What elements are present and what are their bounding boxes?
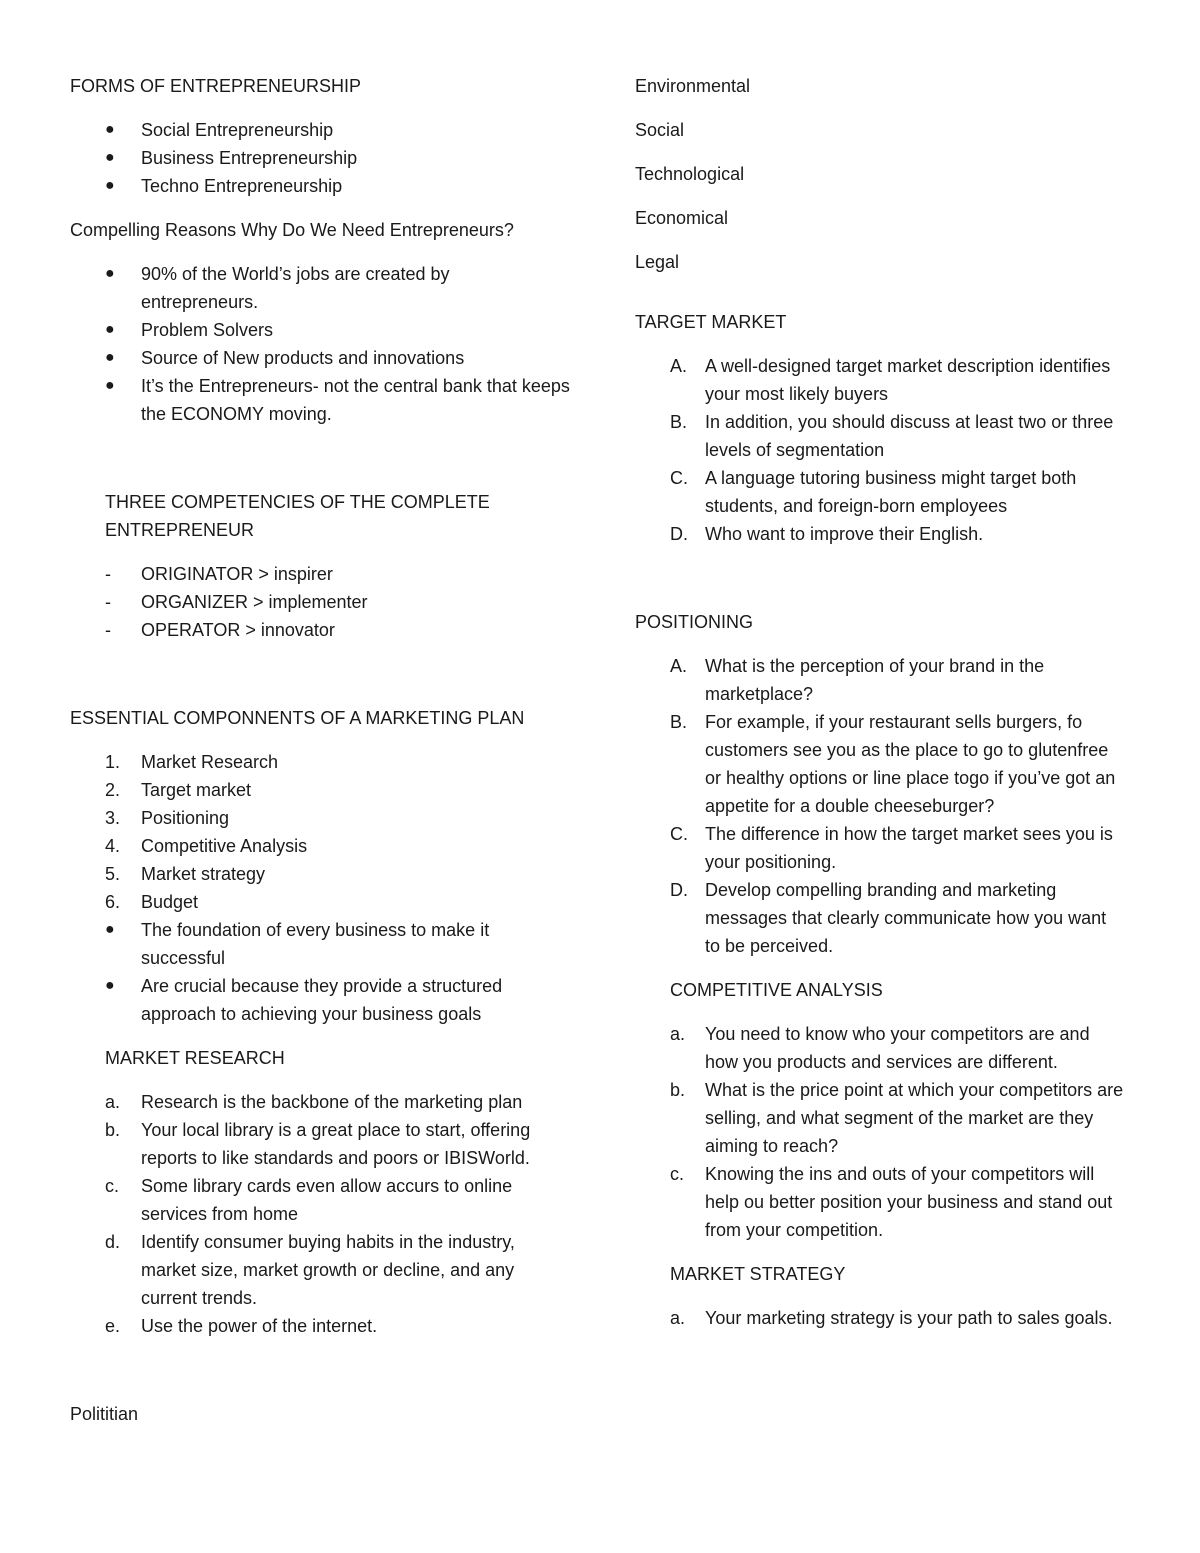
list-letter: A. — [670, 356, 688, 376]
list-letter: B. — [670, 712, 688, 732]
reasons-list — [70, 260, 570, 428]
dash-icon: - — [105, 564, 111, 584]
list-item: A. What is the perception of your brand in the marketplace? — [635, 652, 1125, 708]
bullet-icon: ● — [105, 349, 115, 366]
right-column — [635, 72, 1125, 1348]
list-item: - ORGANIZER > implementer — [70, 588, 570, 616]
list-item: C. The difference in how the target market sees you is your positioning. — [635, 820, 1125, 876]
list-item: ● The foundation of every business to make it successful — [70, 916, 570, 972]
essential-heading: ESSENTIAL COMPONNENTS OF A MARKETING PLAN — [70, 708, 525, 728]
list-letter: a. — [670, 1024, 686, 1044]
positioning-list — [635, 652, 1125, 960]
list-item: ● Social Entrepreneurship — [70, 116, 570, 144]
competitive-analysis-list — [635, 1020, 1125, 1244]
list-letter: e. — [105, 1316, 121, 1336]
list-item: 6. Budget — [70, 888, 570, 916]
list-item: ● Source of New products and innovations — [70, 344, 570, 372]
list-number: 6. — [105, 892, 121, 912]
list-item: B. In addition, you should discuss at least two or three levels of segmentation — [635, 408, 1125, 464]
market-research-heading: MARKET RESEARCH — [105, 1048, 285, 1068]
bullet-icon: ● — [105, 377, 115, 394]
list-item: c. Knowing the ins and outs of your competitors will help ou better position your business and stand out from your competition. — [635, 1160, 1125, 1244]
list-item: 3. Positioning — [70, 804, 570, 832]
competencies-heading: THREE COMPETENCIES OF THE COMPLETE ENTREPRENEUR — [105, 492, 490, 540]
list-item: 2. Target market — [70, 776, 570, 804]
list-letter: b. — [670, 1080, 686, 1100]
dash-icon: - — [105, 592, 111, 612]
left-column — [70, 72, 570, 1428]
bullet-icon: ● — [105, 121, 115, 138]
list-number: 2. — [105, 780, 121, 800]
factor-legal: Legal — [635, 252, 680, 272]
market-research-list — [70, 1088, 570, 1340]
essential-bullet-list — [70, 916, 570, 1028]
list-number: 1. — [105, 752, 121, 772]
forms-heading: FORMS OF ENTREPRENEURSHIP — [70, 76, 362, 96]
list-item: a. Research is the backbone of the marketing plan — [70, 1088, 570, 1116]
list-item: ● Business Entrepreneurship — [70, 144, 570, 172]
factor-social: Social — [635, 120, 685, 140]
list-letter: c. — [105, 1176, 120, 1196]
bullet-icon: ● — [105, 321, 115, 338]
list-letter: C. — [670, 468, 688, 488]
list-item: ● It’s the Entrepreneurs- not the central bank that keeps the ECONOMY moving. — [70, 372, 570, 428]
list-item: 5. Market strategy — [70, 860, 570, 888]
list-letter: A. — [670, 656, 688, 676]
market-strategy-heading: MARKET STRATEGY — [670, 1264, 846, 1284]
list-letter: d. — [105, 1232, 121, 1252]
list-item: ● Are crucial because they provide a structured approach to achieving your business goals — [70, 972, 570, 1028]
list-item: ● 90% of the World’s jobs are created by entrepreneurs. — [70, 260, 570, 316]
reasons-heading: Compelling Reasons Why Do We Need Entrepreneurs? — [70, 220, 514, 240]
dash-icon: - — [105, 620, 111, 640]
list-item: D. Who want to improve their English. — [635, 520, 1125, 548]
list-number: 4. — [105, 836, 121, 856]
positioning-heading: POSITIONING — [635, 612, 754, 632]
list-item: a. You need to know who your competitors are and how you products and services are different. — [635, 1020, 1125, 1076]
list-item: D. Develop compelling branding and marketing messages that clearly communicate how you want to be perceived. — [635, 876, 1125, 960]
list-item: C. A language tutoring business might target both students, and foreign-born employees — [635, 464, 1125, 520]
target-market-list — [635, 352, 1125, 548]
list-item: e. Use the power of the internet. — [70, 1312, 570, 1340]
list-letter: a. — [105, 1092, 121, 1112]
factor-economical: Economical — [635, 208, 729, 228]
bullet-icon: ● — [105, 177, 115, 194]
list-item: B. For example, if your restaurant sells burgers, fo customers see you as the place to go to glutenfree or healthy options or line place togo if you’ve got an appetite for a double cheeseburger? — [635, 708, 1125, 820]
list-letter: C. — [670, 824, 688, 844]
bullet-icon: ● — [105, 977, 115, 994]
essential-numbered-list — [70, 748, 570, 916]
bullet-icon: ● — [105, 149, 115, 166]
factor-technological: Technological — [635, 164, 745, 184]
list-number: 3. — [105, 808, 121, 828]
competitive-analysis-heading: COMPETITIVE ANALYSIS — [670, 980, 883, 1000]
list-letter: a. — [670, 1308, 686, 1328]
target-market-heading: TARGET MARKET — [635, 312, 787, 332]
list-item: - OPERATOR > innovator — [70, 616, 570, 644]
footer-word: Polititian — [70, 1404, 139, 1424]
list-item: 1. Market Research — [70, 748, 570, 776]
list-item: ● Techno Entrepreneurship — [70, 172, 570, 200]
list-item: ● Problem Solvers — [70, 316, 570, 344]
factor-environmental: Environmental — [635, 76, 751, 96]
bullet-icon: ● — [105, 921, 115, 938]
competencies-list — [70, 560, 570, 644]
list-item: b. Your local library is a great place to start, offering reports to like standards and poors or IBISWorld. — [70, 1116, 570, 1172]
market-strategy-list — [635, 1304, 1125, 1332]
list-item: 4. Competitive Analysis — [70, 832, 570, 860]
forms-list — [70, 116, 570, 200]
list-letter: D. — [670, 524, 688, 544]
list-number: 5. — [105, 864, 121, 884]
list-letter: B. — [670, 412, 688, 432]
list-letter: c. — [670, 1164, 685, 1184]
list-letter: D. — [670, 880, 688, 900]
list-item: A. A well-designed target market description identifies your most likely buyers — [635, 352, 1125, 408]
list-item: a. Your marketing strategy is your path to sales goals. — [635, 1304, 1125, 1332]
list-item: c. Some library cards even allow accurs to online services from home — [70, 1172, 570, 1228]
list-item: d. Identify consumer buying habits in the industry, market size, market growth or decline, and any current trends. — [70, 1228, 570, 1312]
list-item: - ORIGINATOR > inspirer — [70, 560, 570, 588]
list-letter: b. — [105, 1120, 121, 1140]
list-item: b. What is the price point at which your competitors are selling, and what segment of the market are they aiming to reach? — [635, 1076, 1125, 1160]
bullet-icon: ● — [105, 265, 115, 282]
